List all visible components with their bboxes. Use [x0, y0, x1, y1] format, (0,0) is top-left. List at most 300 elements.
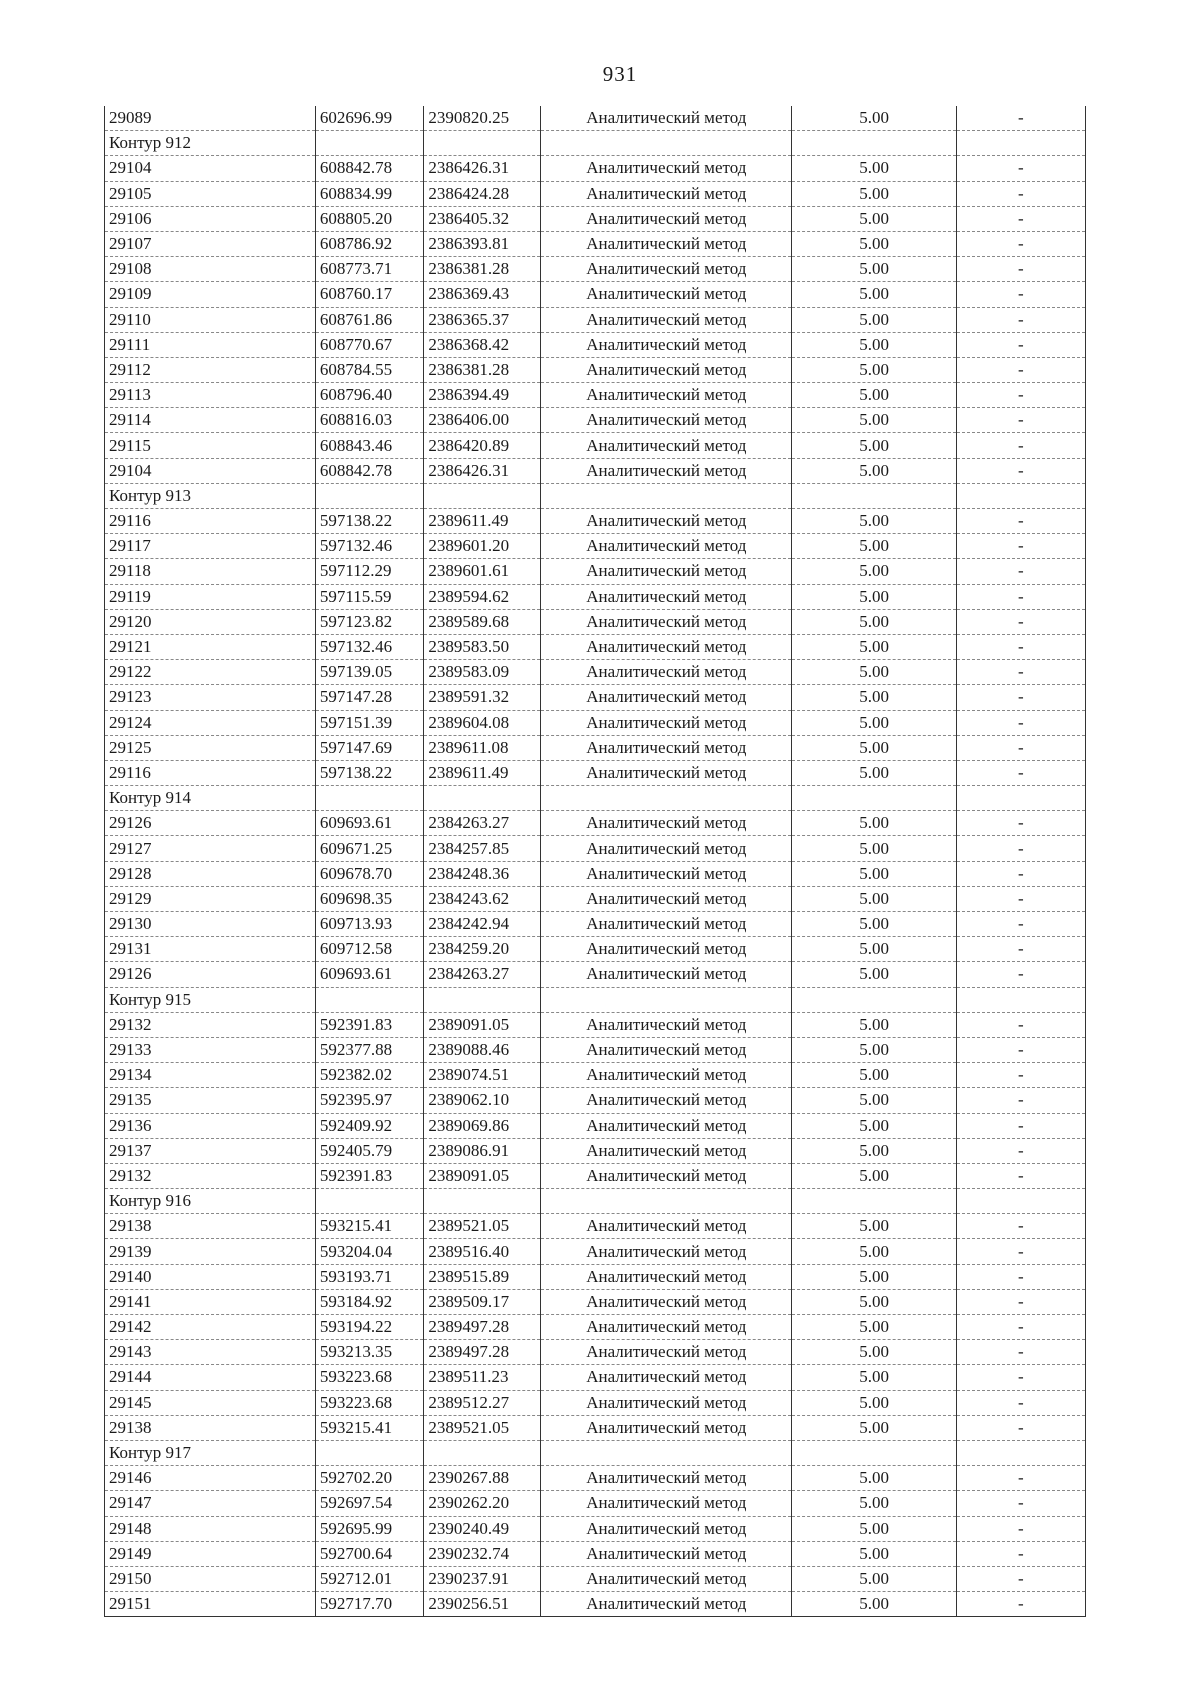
- method-cell: Аналитический метод: [541, 509, 792, 534]
- note-cell: -: [956, 1365, 1085, 1390]
- note-cell: -: [956, 1315, 1085, 1340]
- y-coordinate-cell: 2386424.28: [424, 181, 541, 206]
- point-id-cell: 29107: [105, 231, 316, 256]
- accuracy-cell: 5.00: [792, 811, 956, 836]
- method-cell: Аналитический метод: [541, 710, 792, 735]
- method-cell: Аналитический метод: [541, 1491, 792, 1516]
- point-id-cell: 29111: [105, 332, 316, 357]
- method-cell: Аналитический метод: [541, 836, 792, 861]
- note-cell: -: [956, 206, 1085, 231]
- method-cell: Аналитический метод: [541, 1541, 792, 1566]
- empty-cell: [956, 1440, 1085, 1465]
- table-row: [105, 1592, 1086, 1617]
- note-cell: -: [956, 710, 1085, 735]
- x-coordinate-cell: 592377.88: [315, 1037, 424, 1062]
- y-coordinate-cell: 2389091.05: [424, 1163, 541, 1188]
- method-cell: Аналитический метод: [541, 861, 792, 886]
- y-coordinate-cell: 2386381.28: [424, 357, 541, 382]
- empty-cell: [792, 483, 956, 508]
- x-coordinate-cell: 597138.22: [315, 509, 424, 534]
- accuracy-cell: 5.00: [792, 1541, 956, 1566]
- method-cell: Аналитический метод: [541, 1264, 792, 1289]
- table-row: [105, 1541, 1086, 1566]
- point-id-cell: 29116: [105, 760, 316, 785]
- point-id-cell: 29136: [105, 1113, 316, 1138]
- table-row: [105, 1390, 1086, 1415]
- table-row: [105, 912, 1086, 937]
- empty-cell: [541, 131, 792, 156]
- method-cell: Аналитический метод: [541, 534, 792, 559]
- table-row: [105, 231, 1086, 256]
- note-cell: -: [956, 1138, 1085, 1163]
- accuracy-cell: 5.00: [792, 886, 956, 911]
- empty-cell: [315, 1440, 424, 1465]
- accuracy-cell: 5.00: [792, 1063, 956, 1088]
- empty-cell: [315, 1189, 424, 1214]
- accuracy-cell: 5.00: [792, 685, 956, 710]
- empty-cell: [792, 786, 956, 811]
- method-cell: Аналитический метод: [541, 1466, 792, 1491]
- accuracy-cell: 5.00: [792, 962, 956, 987]
- y-coordinate-cell: 2386381.28: [424, 257, 541, 282]
- accuracy-cell: 5.00: [792, 1264, 956, 1289]
- point-id-cell: 29112: [105, 357, 316, 382]
- y-coordinate-cell: 2386393.81: [424, 231, 541, 256]
- accuracy-cell: 5.00: [792, 912, 956, 937]
- point-id-cell: 29135: [105, 1088, 316, 1113]
- accuracy-cell: 5.00: [792, 559, 956, 584]
- contour-label: Контур 914: [105, 786, 316, 811]
- accuracy-cell: 5.00: [792, 634, 956, 659]
- table-row: [105, 1088, 1086, 1113]
- empty-cell: [792, 987, 956, 1012]
- y-coordinate-cell: 2389583.50: [424, 634, 541, 659]
- method-cell: Аналитический метод: [541, 1239, 792, 1264]
- x-coordinate-cell: 593215.41: [315, 1214, 424, 1239]
- point-id-cell: 29129: [105, 886, 316, 911]
- method-cell: Аналитический метод: [541, 307, 792, 332]
- table-row: [105, 1491, 1086, 1516]
- contour-label: Контур 916: [105, 1189, 316, 1214]
- point-id-cell: 29145: [105, 1390, 316, 1415]
- empty-cell: [315, 131, 424, 156]
- table-row: [105, 584, 1086, 609]
- table-row: [105, 156, 1086, 181]
- note-cell: -: [956, 1340, 1085, 1365]
- accuracy-cell: 5.00: [792, 1415, 956, 1440]
- y-coordinate-cell: 2386426.31: [424, 458, 541, 483]
- table-row: [105, 206, 1086, 231]
- point-id-cell: 29142: [105, 1315, 316, 1340]
- table-row: [105, 357, 1086, 382]
- note-cell: -: [956, 836, 1085, 861]
- accuracy-cell: 5.00: [792, 534, 956, 559]
- method-cell: Аналитический метод: [541, 1037, 792, 1062]
- empty-cell: [956, 483, 1085, 508]
- y-coordinate-cell: 2384248.36: [424, 861, 541, 886]
- empty-cell: [424, 1189, 541, 1214]
- table-row: [105, 836, 1086, 861]
- point-id-cell: 29141: [105, 1289, 316, 1314]
- table-row: [105, 861, 1086, 886]
- table-row: [105, 534, 1086, 559]
- table-row: [105, 811, 1086, 836]
- point-id-cell: 29113: [105, 383, 316, 408]
- y-coordinate-cell: 2389521.05: [424, 1415, 541, 1440]
- x-coordinate-cell: 602696.99: [315, 106, 424, 131]
- table-row: [105, 1415, 1086, 1440]
- note-cell: -: [956, 861, 1085, 886]
- x-coordinate-cell: 609693.61: [315, 962, 424, 987]
- method-cell: Аналитический метод: [541, 1088, 792, 1113]
- contour-label: Контур 915: [105, 987, 316, 1012]
- x-coordinate-cell: 592717.70: [315, 1592, 424, 1617]
- x-coordinate-cell: 593223.68: [315, 1390, 424, 1415]
- accuracy-cell: 5.00: [792, 231, 956, 256]
- accuracy-cell: 5.00: [792, 408, 956, 433]
- point-id-cell: 29127: [105, 836, 316, 861]
- note-cell: -: [956, 1390, 1085, 1415]
- method-cell: Аналитический метод: [541, 181, 792, 206]
- method-cell: Аналитический метод: [541, 912, 792, 937]
- accuracy-cell: 5.00: [792, 383, 956, 408]
- point-id-cell: 29133: [105, 1037, 316, 1062]
- note-cell: -: [956, 559, 1085, 584]
- method-cell: Аналитический метод: [541, 735, 792, 760]
- point-id-cell: 29123: [105, 685, 316, 710]
- accuracy-cell: 5.00: [792, 609, 956, 634]
- table-row: [105, 1466, 1086, 1491]
- table-row: [105, 660, 1086, 685]
- x-coordinate-cell: 592700.64: [315, 1541, 424, 1566]
- note-cell: -: [956, 156, 1085, 181]
- note-cell: -: [956, 1239, 1085, 1264]
- point-id-cell: 29119: [105, 584, 316, 609]
- contour-label: Контур 912: [105, 131, 316, 156]
- y-coordinate-cell: 2389521.05: [424, 1214, 541, 1239]
- table-row: [105, 257, 1086, 282]
- empty-cell: [956, 131, 1085, 156]
- point-id-cell: 29132: [105, 1163, 316, 1188]
- table-row: [105, 1239, 1086, 1264]
- x-coordinate-cell: 608773.71: [315, 257, 424, 282]
- y-coordinate-cell: 2386365.37: [424, 307, 541, 332]
- coordinates-table-body: [105, 106, 1086, 1617]
- x-coordinate-cell: 608770.67: [315, 332, 424, 357]
- accuracy-cell: 5.00: [792, 1390, 956, 1415]
- accuracy-cell: 5.00: [792, 106, 956, 131]
- table-row: [105, 937, 1086, 962]
- note-cell: -: [956, 962, 1085, 987]
- method-cell: Аналитический метод: [541, 1390, 792, 1415]
- table-row: [105, 1163, 1086, 1188]
- note-cell: -: [956, 937, 1085, 962]
- empty-cell: [315, 987, 424, 1012]
- y-coordinate-cell: 2390232.74: [424, 1541, 541, 1566]
- note-cell: -: [956, 383, 1085, 408]
- x-coordinate-cell: 592702.20: [315, 1466, 424, 1491]
- x-coordinate-cell: 608805.20: [315, 206, 424, 231]
- x-coordinate-cell: 593213.35: [315, 1340, 424, 1365]
- accuracy-cell: 5.00: [792, 282, 956, 307]
- note-cell: -: [956, 1012, 1085, 1037]
- point-id-cell: 29122: [105, 660, 316, 685]
- table-row: [105, 458, 1086, 483]
- table-row: [105, 383, 1086, 408]
- method-cell: Аналитический метод: [541, 1340, 792, 1365]
- x-coordinate-cell: 592382.02: [315, 1063, 424, 1088]
- y-coordinate-cell: 2389497.28: [424, 1315, 541, 1340]
- method-cell: Аналитический метод: [541, 383, 792, 408]
- table-row: [105, 609, 1086, 634]
- y-coordinate-cell: 2384243.62: [424, 886, 541, 911]
- point-id-cell: 29125: [105, 735, 316, 760]
- accuracy-cell: 5.00: [792, 1340, 956, 1365]
- page-number: 931: [602, 62, 638, 86]
- y-coordinate-cell: 2384263.27: [424, 811, 541, 836]
- empty-cell: [956, 786, 1085, 811]
- accuracy-cell: 5.00: [792, 1088, 956, 1113]
- y-coordinate-cell: 2390262.20: [424, 1491, 541, 1516]
- method-cell: Аналитический метод: [541, 1566, 792, 1591]
- accuracy-cell: 5.00: [792, 357, 956, 382]
- empty-cell: [315, 483, 424, 508]
- empty-cell: [541, 1189, 792, 1214]
- method-cell: Аналитический метод: [541, 282, 792, 307]
- method-cell: Аналитический метод: [541, 1063, 792, 1088]
- y-coordinate-cell: 2384259.20: [424, 937, 541, 962]
- x-coordinate-cell: 597139.05: [315, 660, 424, 685]
- point-id-cell: 29115: [105, 433, 316, 458]
- note-cell: -: [956, 1113, 1085, 1138]
- method-cell: Аналитический метод: [541, 206, 792, 231]
- y-coordinate-cell: 2390256.51: [424, 1592, 541, 1617]
- method-cell: Аналитический метод: [541, 408, 792, 433]
- method-cell: Аналитический метод: [541, 433, 792, 458]
- x-coordinate-cell: 597138.22: [315, 760, 424, 785]
- method-cell: Аналитический метод: [541, 1163, 792, 1188]
- x-coordinate-cell: 608842.78: [315, 156, 424, 181]
- note-cell: -: [956, 106, 1085, 131]
- x-coordinate-cell: 597112.29: [315, 559, 424, 584]
- point-id-cell: 29146: [105, 1466, 316, 1491]
- point-id-cell: 29144: [105, 1365, 316, 1390]
- method-cell: Аналитический метод: [541, 962, 792, 987]
- accuracy-cell: 5.00: [792, 1365, 956, 1390]
- y-coordinate-cell: 2389074.51: [424, 1063, 541, 1088]
- empty-cell: [424, 987, 541, 1012]
- x-coordinate-cell: 593184.92: [315, 1289, 424, 1314]
- x-coordinate-cell: 593223.68: [315, 1365, 424, 1390]
- note-cell: -: [956, 181, 1085, 206]
- accuracy-cell: 5.00: [792, 735, 956, 760]
- method-cell: Аналитический метод: [541, 609, 792, 634]
- y-coordinate-cell: 2389611.49: [424, 509, 541, 534]
- point-id-cell: 29114: [105, 408, 316, 433]
- note-cell: -: [956, 357, 1085, 382]
- table-row: [105, 181, 1086, 206]
- note-cell: -: [956, 660, 1085, 685]
- accuracy-cell: 5.00: [792, 1138, 956, 1163]
- contour-header-row: [105, 131, 1086, 156]
- accuracy-cell: 5.00: [792, 710, 956, 735]
- method-cell: Аналитический метод: [541, 231, 792, 256]
- empty-cell: [315, 786, 424, 811]
- y-coordinate-cell: 2390820.25: [424, 106, 541, 131]
- y-coordinate-cell: 2389086.91: [424, 1138, 541, 1163]
- x-coordinate-cell: 608816.03: [315, 408, 424, 433]
- x-coordinate-cell: 592391.83: [315, 1163, 424, 1188]
- y-coordinate-cell: 2390267.88: [424, 1466, 541, 1491]
- x-coordinate-cell: 608761.86: [315, 307, 424, 332]
- point-id-cell: 29150: [105, 1566, 316, 1591]
- empty-cell: [424, 131, 541, 156]
- x-coordinate-cell: 597123.82: [315, 609, 424, 634]
- y-coordinate-cell: 2389604.08: [424, 710, 541, 735]
- accuracy-cell: 5.00: [792, 257, 956, 282]
- contour-header-row: [105, 1189, 1086, 1214]
- x-coordinate-cell: 592695.99: [315, 1516, 424, 1541]
- table-row: [105, 1315, 1086, 1340]
- method-cell: Аналитический метод: [541, 760, 792, 785]
- method-cell: Аналитический метод: [541, 257, 792, 282]
- table-row: [105, 1214, 1086, 1239]
- point-id-cell: 29140: [105, 1264, 316, 1289]
- x-coordinate-cell: 592697.54: [315, 1491, 424, 1516]
- point-id-cell: 29151: [105, 1592, 316, 1617]
- note-cell: -: [956, 433, 1085, 458]
- point-id-cell: 29149: [105, 1541, 316, 1566]
- note-cell: -: [956, 760, 1085, 785]
- y-coordinate-cell: 2384257.85: [424, 836, 541, 861]
- x-coordinate-cell: 593194.22: [315, 1315, 424, 1340]
- y-coordinate-cell: 2389091.05: [424, 1012, 541, 1037]
- method-cell: Аналитический метод: [541, 584, 792, 609]
- x-coordinate-cell: 608843.46: [315, 433, 424, 458]
- y-coordinate-cell: 2389601.20: [424, 534, 541, 559]
- point-id-cell: 29117: [105, 534, 316, 559]
- table-row: [105, 685, 1086, 710]
- x-coordinate-cell: 608784.55: [315, 357, 424, 382]
- point-id-cell: 29118: [105, 559, 316, 584]
- y-coordinate-cell: 2389591.32: [424, 685, 541, 710]
- table-row: [105, 282, 1086, 307]
- point-id-cell: 29108: [105, 257, 316, 282]
- method-cell: Аналитический метод: [541, 1365, 792, 1390]
- point-id-cell: 29126: [105, 811, 316, 836]
- contour-label: Контур 917: [105, 1440, 316, 1465]
- point-id-cell: 29126: [105, 962, 316, 987]
- note-cell: -: [956, 1415, 1085, 1440]
- point-id-cell: 29134: [105, 1063, 316, 1088]
- empty-cell: [541, 483, 792, 508]
- table-row: [105, 634, 1086, 659]
- empty-cell: [424, 1440, 541, 1465]
- point-id-cell: 29104: [105, 458, 316, 483]
- accuracy-cell: 5.00: [792, 1289, 956, 1314]
- table-row: [105, 1340, 1086, 1365]
- method-cell: Аналитический метод: [541, 357, 792, 382]
- table-row: [105, 1566, 1086, 1591]
- method-cell: Аналитический метод: [541, 559, 792, 584]
- method-cell: Аналитический метод: [541, 1415, 792, 1440]
- x-coordinate-cell: 597115.59: [315, 584, 424, 609]
- note-cell: -: [956, 257, 1085, 282]
- y-coordinate-cell: 2389583.09: [424, 660, 541, 685]
- note-cell: -: [956, 1037, 1085, 1062]
- accuracy-cell: 5.00: [792, 156, 956, 181]
- note-cell: -: [956, 609, 1085, 634]
- y-coordinate-cell: 2386369.43: [424, 282, 541, 307]
- point-id-cell: 29124: [105, 710, 316, 735]
- contour-header-row: [105, 1440, 1086, 1465]
- table-row: [105, 1037, 1086, 1062]
- accuracy-cell: 5.00: [792, 181, 956, 206]
- accuracy-cell: 5.00: [792, 584, 956, 609]
- x-coordinate-cell: 609713.93: [315, 912, 424, 937]
- note-cell: -: [956, 1289, 1085, 1314]
- accuracy-cell: 5.00: [792, 307, 956, 332]
- note-cell: -: [956, 1491, 1085, 1516]
- note-cell: -: [956, 458, 1085, 483]
- table-row: [105, 962, 1086, 987]
- point-id-cell: 29121: [105, 634, 316, 659]
- x-coordinate-cell: 608760.17: [315, 282, 424, 307]
- method-cell: Аналитический метод: [541, 1113, 792, 1138]
- note-cell: -: [956, 634, 1085, 659]
- table-row: [105, 1012, 1086, 1037]
- y-coordinate-cell: 2386405.32: [424, 206, 541, 231]
- note-cell: -: [956, 282, 1085, 307]
- table-row: [105, 559, 1086, 584]
- point-id-cell: 29089: [105, 106, 316, 131]
- note-cell: -: [956, 1566, 1085, 1591]
- accuracy-cell: 5.00: [792, 509, 956, 534]
- y-coordinate-cell: 2389069.86: [424, 1113, 541, 1138]
- accuracy-cell: 5.00: [792, 433, 956, 458]
- table-row: [105, 332, 1086, 357]
- y-coordinate-cell: 2389601.61: [424, 559, 541, 584]
- method-cell: Аналитический метод: [541, 106, 792, 131]
- x-coordinate-cell: 592409.92: [315, 1113, 424, 1138]
- y-coordinate-cell: 2389088.46: [424, 1037, 541, 1062]
- method-cell: Аналитический метод: [541, 1138, 792, 1163]
- note-cell: -: [956, 1088, 1085, 1113]
- empty-cell: [956, 1189, 1085, 1214]
- note-cell: -: [956, 1063, 1085, 1088]
- contour-header-row: [105, 786, 1086, 811]
- y-coordinate-cell: 2386394.49: [424, 383, 541, 408]
- x-coordinate-cell: 608842.78: [315, 458, 424, 483]
- point-id-cell: 29130: [105, 912, 316, 937]
- y-coordinate-cell: 2389509.17: [424, 1289, 541, 1314]
- table-row: [105, 106, 1086, 131]
- method-cell: Аналитический метод: [541, 634, 792, 659]
- empty-cell: [541, 1440, 792, 1465]
- contour-header-row: [105, 483, 1086, 508]
- method-cell: Аналитический метод: [541, 886, 792, 911]
- y-coordinate-cell: 2386426.31: [424, 156, 541, 181]
- x-coordinate-cell: 593204.04: [315, 1239, 424, 1264]
- accuracy-cell: 5.00: [792, 1491, 956, 1516]
- x-coordinate-cell: 592712.01: [315, 1566, 424, 1591]
- empty-cell: [424, 786, 541, 811]
- method-cell: Аналитический метод: [541, 811, 792, 836]
- y-coordinate-cell: 2389515.89: [424, 1264, 541, 1289]
- method-cell: Аналитический метод: [541, 1214, 792, 1239]
- note-cell: -: [956, 912, 1085, 937]
- accuracy-cell: 5.00: [792, 760, 956, 785]
